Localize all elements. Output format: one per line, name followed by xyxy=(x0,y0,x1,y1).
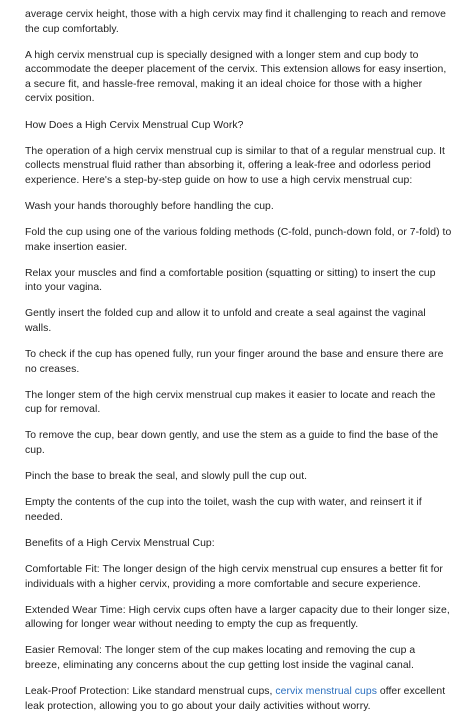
step-wash-hands: Wash your hands thoroughly before handling the cup. xyxy=(25,200,274,212)
leak-proof-text-before: Leak-Proof Protection: Like standard menstrual cups, xyxy=(25,686,276,698)
benefit-easier-removal: Easier Removal: The longer stem of the cup makes locating and removing the cup a breeze, eliminating any concerns about the cup getting lost inside the vaginal canal. xyxy=(25,645,416,671)
leak-proof-text-after: offer excellent leak protection, allowing you to go about your daily activities without worry. xyxy=(25,686,446,712)
paragraph-intro-continued: average cervix height, those with a high cervix may find it challenging to reach and remove the cup comfortably. xyxy=(25,9,446,35)
benefit-comfortable-fit: Comfortable Fit: The longer design of the high cervix menstrual cup ensures a better fit for individuals with a higher cervix, providing a more comfortable and secure experience. xyxy=(25,564,443,590)
step-empty-cup: Empty the contents of the cup into the toilet, wash the cup with water, and reinsert it if needed. xyxy=(25,497,422,523)
paragraph-cup-description: A high cervix menstrual cup is specially designed with a longer stem and cup body to accommodate the deeper placement of the cervix. This extension allows for easy insertion, a secure fit, and hassle-free removal, making it an ideal choice for those with a higher cervix position. xyxy=(25,49,447,105)
cervix-menstrual-cups-link[interactable]: cervix menstrual cups xyxy=(275,686,377,698)
step-relax-position: Relax your muscles and find a comfortable position (squatting or sitting) to insert the cup into your vagina. xyxy=(25,267,436,294)
heading-how-it-works: How Does a High Cervix Menstrual Cup Work? xyxy=(25,119,244,131)
heading-benefits: Benefits of a High Cervix Menstrual Cup: xyxy=(25,537,215,549)
benefit-leak-proof xyxy=(25,685,452,714)
step-remove-cup: To remove the cup, bear down gently, and use the stem as a guide to find the base of the cup. xyxy=(25,430,439,457)
step-fold-cup: Fold the cup using one of the various folding methods (C-fold, punch-down fold, or 7-fold) to make insertion easier. xyxy=(25,227,452,253)
step-check-open: To check if the cup has opened fully, run your finger around the base and ensure there are no creases. xyxy=(25,349,444,375)
step-insert-cup: Gently insert the folded cup and allow it to unfold and create a seal against the vaginal walls. xyxy=(25,308,426,334)
step-pinch-base: Pinch the base to break the seal, and slowly pull the cup out. xyxy=(25,471,308,483)
benefit-extended-wear: Extended Wear Time: High cervix cups often have a larger capacity due to their longer size, allowing for longer wear without needing to empty the cup as frequently. xyxy=(25,604,450,631)
step-longer-stem: The longer stem of the high cervix menstrual cup makes it easier to locate and reach the cup for removal. xyxy=(25,389,436,416)
paragraph-operation: The operation of a high cervix menstrual cup is similar to that of a regular menstrual cup. It collects menstrual fluid rather than absorbing it, offering a leak-free and odorless period experience. Here's a step-by-step guide on how to use a high cervix menstrual cup: xyxy=(25,145,445,186)
